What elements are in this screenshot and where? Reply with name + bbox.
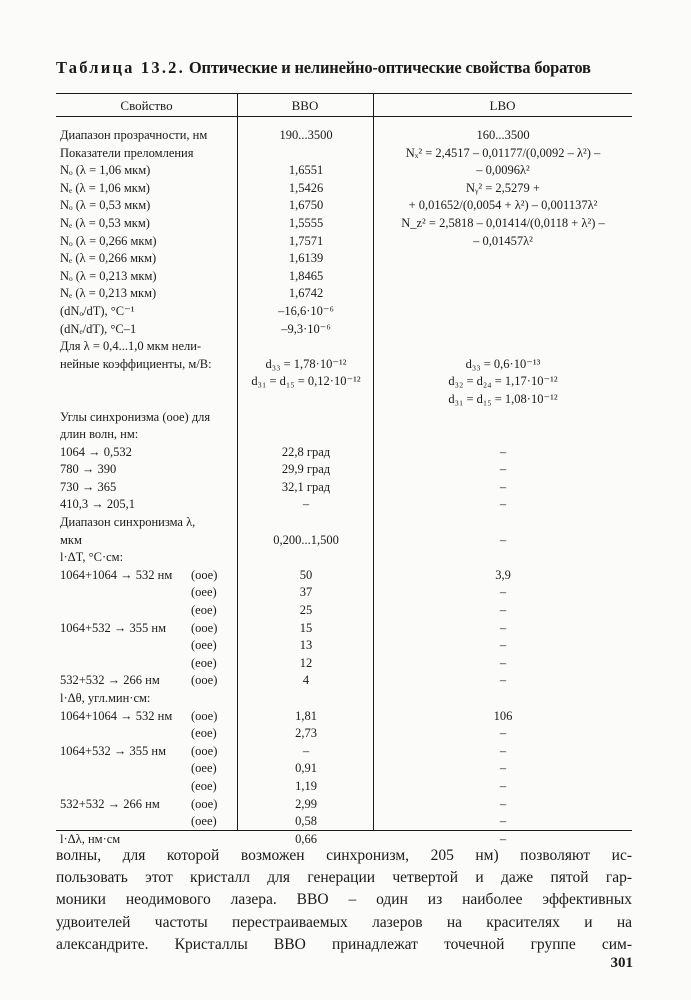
lbo-cell: – bbox=[499, 796, 507, 811]
column-divider-2 bbox=[373, 94, 374, 830]
property-cell bbox=[59, 778, 237, 796]
body-line: моники неодимового лазера. BBO – один из наиболее эффективных bbox=[56, 891, 632, 909]
property-cell: Диапазон прозрачности, нм bbox=[60, 128, 208, 142]
property-cell: Nₑ (λ = 0,213 мкм) bbox=[60, 286, 157, 301]
interaction-type: (oee) bbox=[191, 585, 217, 600]
lbo-cell bbox=[375, 426, 631, 444]
property-cell: Nₒ (λ = 0,213 мкм) bbox=[60, 268, 157, 283]
bbo-cell: 50 bbox=[299, 567, 313, 582]
bbo-cell: d₃₃ = 1,78·10⁻¹² bbox=[265, 356, 347, 371]
property-cell: Диапазон синхронизма λ, bbox=[60, 515, 196, 530]
bbo-cell: 15 bbox=[299, 620, 313, 635]
bbo-cell: 13 bbox=[299, 638, 313, 653]
interaction-type: (ooe) bbox=[191, 620, 218, 635]
conversion-wavelengths: 1064+532 → 355 нм bbox=[60, 620, 167, 635]
property-cell bbox=[59, 813, 237, 831]
bbo-cell bbox=[239, 409, 373, 427]
interaction-type: (ooe) bbox=[191, 796, 218, 811]
lbo-cell: – bbox=[499, 462, 507, 477]
lbo-cell: Nₓ² = 2,4517 – 0,01177/(0,0092 – λ²) – bbox=[405, 145, 601, 160]
interaction-type: (oee) bbox=[191, 814, 217, 829]
property-cell bbox=[59, 796, 237, 814]
property-cell: l·ΔT, °C·см: bbox=[60, 550, 124, 565]
bbo-cell: 1,8465 bbox=[288, 268, 324, 283]
lbo-cell: – bbox=[499, 603, 507, 618]
bbo-cell bbox=[239, 338, 373, 356]
property-cell: Nₒ (λ = 0,53 мкм) bbox=[60, 198, 151, 213]
bbo-cell: 0,66 bbox=[295, 831, 317, 846]
lbo-cell: – bbox=[499, 761, 507, 776]
property-cell: нейные коэффициенты, м/В: bbox=[60, 356, 212, 371]
column-divider-1 bbox=[237, 94, 238, 830]
lbo-cell: Nᵧ² = 2,5279 + bbox=[466, 180, 540, 195]
lbo-cell: d₃₂ = d₂₄ = 1,17·10⁻¹² bbox=[448, 374, 558, 389]
property-cell: l·Δθ, угл.мин·см: bbox=[60, 691, 151, 705]
lbo-cell bbox=[375, 250, 631, 268]
property-cell bbox=[59, 584, 237, 602]
bbo-cell: d₃₁ = d₁₅ = 0,12·10⁻¹² bbox=[251, 374, 361, 389]
property-cell bbox=[59, 391, 237, 409]
header-lbo: LBO bbox=[489, 98, 516, 113]
conversion-wavelengths: 1064+1064 → 532 нм bbox=[60, 567, 173, 582]
property-cell: Nₑ (λ = 0,53 мкм) bbox=[60, 215, 150, 230]
property-cell bbox=[59, 672, 237, 690]
bbo-cell: 1,19 bbox=[295, 778, 317, 793]
bbo-cell: – bbox=[302, 497, 310, 512]
interaction-type: (eoe) bbox=[191, 726, 217, 741]
lbo-cell bbox=[375, 549, 631, 567]
interaction-type: (eoe) bbox=[191, 603, 217, 618]
property-cell: Nₒ (λ = 0,266 мкм) bbox=[60, 233, 157, 248]
lbo-cell: – bbox=[499, 831, 507, 846]
body-paragraph bbox=[56, 845, 632, 956]
bbo-cell: 22,8 град bbox=[281, 444, 331, 459]
bbo-cell: –9,3·10⁻⁶ bbox=[281, 321, 331, 336]
bbo-cell: 1,5555 bbox=[288, 215, 324, 230]
bbo-cell: 25 bbox=[299, 603, 313, 618]
lbo-cell: d₃₁ = d₁₅ = 1,08·10⁻¹² bbox=[448, 391, 558, 406]
bbo-cell: 12 bbox=[299, 655, 313, 670]
bbo-cell bbox=[239, 145, 373, 163]
bbo-cell: 1,7571 bbox=[288, 233, 324, 248]
property-cell: 730 → 365 bbox=[60, 479, 117, 494]
body-line: волны, для которой возможен синхронизм, 205 нм) позволяют ис- bbox=[56, 847, 632, 864]
interaction-type: (ooe) bbox=[191, 708, 218, 723]
interaction-type: (ooe) bbox=[191, 743, 218, 758]
bbo-cell: 0,91 bbox=[295, 761, 317, 776]
bbo-cell: 2,73 bbox=[295, 726, 317, 741]
property-cell bbox=[59, 602, 237, 620]
lbo-cell: – bbox=[499, 532, 507, 547]
lbo-cell: – bbox=[499, 479, 507, 494]
body-line: александрите. Кристаллы BBO принадлежат точечной группе сим- bbox=[56, 935, 632, 953]
lbo-cell: – bbox=[499, 814, 507, 829]
borates-table bbox=[56, 93, 632, 846]
property-cell: Nₑ (λ = 0,266 мкм) bbox=[60, 251, 157, 266]
lbo-cell bbox=[375, 409, 631, 427]
lbo-cell: 106 bbox=[493, 708, 513, 723]
bbo-cell: 0,58 bbox=[295, 814, 317, 829]
body-line: пользовать этот кристалл для генерации четвертой и даже пятой гар- bbox=[56, 869, 632, 887]
lbo-cell: 160...3500 bbox=[476, 128, 530, 142]
conversion-wavelengths: 1064+1064 → 532 нм bbox=[60, 708, 173, 723]
bbo-cell: 29,9 град bbox=[281, 462, 331, 477]
property-cell: 780 → 390 bbox=[60, 462, 117, 477]
property-cell: Углы синхронизма (ooe) для bbox=[60, 409, 211, 424]
lbo-cell bbox=[375, 338, 631, 356]
conversion-wavelengths: 1064+532 → 355 нм bbox=[60, 743, 167, 758]
bbo-cell bbox=[239, 426, 373, 444]
property-cell: Показатели преломления bbox=[60, 145, 194, 160]
interaction-type: (ooe) bbox=[191, 567, 218, 582]
bbo-cell: 32,1 град bbox=[281, 479, 331, 494]
lbo-cell: + 0,01652/(0,0054 + λ²) – 0,001137λ² bbox=[408, 198, 598, 213]
table-caption bbox=[56, 58, 656, 78]
bbo-cell: 4 bbox=[302, 673, 310, 688]
page-number: 301 bbox=[610, 955, 633, 971]
property-cell bbox=[59, 567, 237, 585]
bbo-cell: 1,6139 bbox=[288, 251, 324, 266]
lbo-cell: 3,9 bbox=[495, 567, 511, 582]
lbo-cell: – bbox=[499, 585, 507, 600]
property-cell bbox=[59, 708, 237, 726]
property-cell: длин волн, нм: bbox=[60, 427, 139, 442]
interaction-type: (oee) bbox=[191, 638, 217, 653]
property-cell bbox=[59, 620, 237, 638]
property-cell bbox=[59, 373, 237, 391]
lbo-cell: – bbox=[499, 444, 507, 459]
property-cell bbox=[59, 760, 237, 778]
lbo-cell: – bbox=[499, 497, 507, 512]
conversion-wavelengths: 532+532 → 266 нм bbox=[60, 673, 160, 688]
property-cell: 1064 → 0,532 bbox=[60, 444, 132, 459]
lbo-cell: d₃₃ = 0,6·10⁻¹³ bbox=[465, 356, 541, 371]
bbo-cell bbox=[239, 690, 373, 708]
lbo-cell: – 0,0096λ² bbox=[476, 163, 530, 178]
conversion-wavelengths: 532+532 → 266 нм bbox=[60, 796, 160, 811]
property-cell bbox=[59, 743, 237, 761]
property-cell: Для λ = 0,4...1,0 мкм нели- bbox=[60, 339, 202, 354]
lbo-cell: – 0,01457λ² bbox=[473, 233, 533, 248]
interaction-type: (eoe) bbox=[191, 778, 217, 793]
property-cell bbox=[59, 637, 237, 655]
bbo-cell: 1,6742 bbox=[288, 286, 324, 301]
bbo-cell: –16,6·10⁻⁶ bbox=[278, 303, 334, 318]
interaction-type: (eoe) bbox=[191, 655, 217, 670]
property-cell: Nₑ (λ = 1,06 мкм) bbox=[60, 180, 150, 195]
property-cell: мкм bbox=[60, 532, 82, 547]
lbo-column bbox=[375, 127, 631, 848]
table-caption-label: Таблица 13.2. bbox=[56, 58, 185, 77]
property-cell bbox=[59, 655, 237, 673]
lbo-cell: – bbox=[499, 726, 507, 741]
bbo-cell bbox=[239, 549, 373, 567]
lbo-cell: – bbox=[499, 743, 507, 758]
lbo-cell: – bbox=[499, 673, 507, 688]
bbo-cell: – bbox=[302, 743, 310, 758]
lbo-cell bbox=[375, 285, 631, 303]
bbo-cell bbox=[239, 514, 373, 532]
lbo-cell bbox=[375, 321, 631, 339]
interaction-type: (oee) bbox=[191, 761, 217, 776]
lbo-cell: – bbox=[499, 778, 507, 793]
property-column bbox=[59, 127, 237, 848]
property-cell bbox=[59, 725, 237, 743]
property-cell: l·Δλ, нм·см bbox=[60, 831, 121, 846]
lbo-cell bbox=[375, 514, 631, 532]
bbo-cell: 1,5426 bbox=[288, 180, 324, 195]
lbo-cell bbox=[375, 690, 631, 708]
lbo-cell bbox=[375, 268, 631, 286]
table-caption-title: Оптические и нелинейно-оптические свойства боратов bbox=[188, 58, 591, 77]
bbo-cell: 2,99 bbox=[295, 796, 317, 811]
lbo-cell: – bbox=[499, 638, 507, 653]
lbo-cell: – bbox=[499, 620, 507, 635]
bbo-cell: 37 bbox=[299, 585, 313, 600]
lbo-cell: – bbox=[499, 655, 507, 670]
property-cell: (dNₑ/dT), °C–1 bbox=[60, 321, 137, 336]
bbo-cell: 190...3500 bbox=[279, 128, 333, 142]
property-cell: 410,3 → 205,1 bbox=[60, 497, 135, 512]
header-property: Свойство bbox=[120, 98, 173, 113]
property-cell: Nₒ (λ = 1,06 мкм) bbox=[60, 163, 151, 178]
bbo-cell bbox=[239, 391, 373, 409]
header-bbo: BBO bbox=[291, 98, 319, 113]
bbo-cell: 0,200...1,500 bbox=[273, 532, 339, 547]
property-cell: (dNₒ/dT), °C⁻¹ bbox=[60, 303, 135, 318]
bbo-cell: 1,6750 bbox=[288, 198, 324, 213]
bbo-column bbox=[239, 127, 373, 848]
lbo-cell: N_z² = 2,5818 – 0,01414/(0,0118 + λ²) – bbox=[401, 215, 605, 230]
bbo-cell: 1,6551 bbox=[288, 163, 324, 178]
body-line: удвоителей частоты перестраиваемых лазеров на красителях и на bbox=[56, 913, 632, 931]
header-divider bbox=[56, 116, 632, 117]
bbo-cell: 1,81 bbox=[295, 708, 317, 723]
interaction-type: (ooe) bbox=[191, 673, 218, 688]
lbo-cell bbox=[375, 303, 631, 321]
